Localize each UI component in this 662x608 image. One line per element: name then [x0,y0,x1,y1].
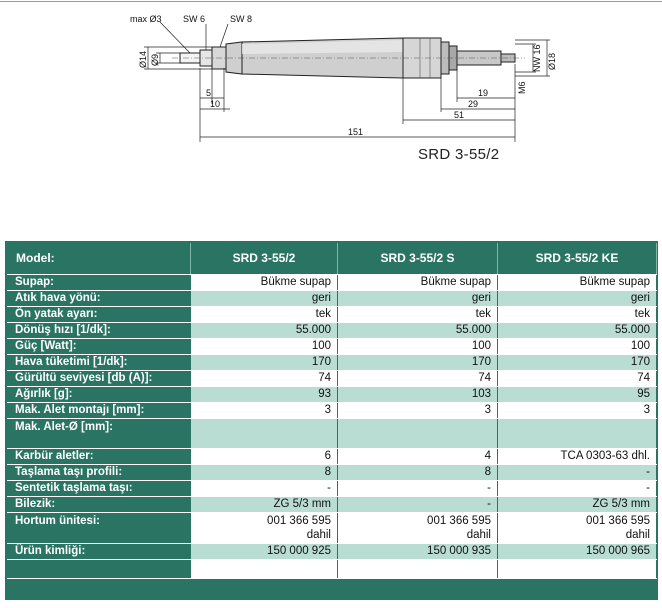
row-value: 150 000 935 [338,543,498,559]
label-m6: M6 [517,81,527,94]
row-value-line: 001 366 595 [427,514,491,527]
row-value: 103 [338,386,498,402]
table-row [8,464,657,480]
row-label: Atık hava yönü: [8,290,191,306]
header-column-2: SRD 3-55/2 S [338,243,498,274]
label-d18: Ø18 [547,52,557,70]
row-value: - [338,496,498,512]
row-value: - [498,464,657,480]
table-row [8,480,657,496]
table-row [8,322,657,338]
row-value: 4 [338,448,498,464]
row-value: 8 [338,464,498,480]
row-value: 3 [191,402,338,418]
table-row [8,559,657,578]
row-value: 55.000 [338,322,498,338]
row-value [338,418,498,448]
table-row [8,418,657,448]
table-row [8,354,657,370]
label-d14: Ø14 [138,50,148,68]
label-dim-19: 19 [478,88,489,98]
row-value [191,559,338,578]
row-value [498,559,657,578]
row-value: tek [338,306,498,322]
row-value: 55.000 [191,322,338,338]
row-value: 3 [498,402,657,418]
technical-drawing [120,6,560,144]
row-value [191,418,338,448]
label-max-d3: max Ø3 [130,14,162,24]
label-dim-5: 5 [206,88,212,98]
table-row [8,448,657,464]
table-row [8,512,657,543]
row-label: Ön yatak ayarı: [8,306,191,322]
table-row [8,386,657,402]
row-label: Ürün kimliği: [8,543,191,559]
label-sw6: SW 6 [183,14,206,24]
row-value: 170 [498,354,657,370]
row-label: Hava tüketimi [1/dk]: [8,354,191,370]
row-value-line: dahil [625,528,650,541]
row-value: 150 000 965 [498,543,657,559]
top-rule [0,1,662,2]
row-value: geri [338,290,498,306]
row-label: Sentetik taşlama taşı: [8,480,191,496]
row-value: - [498,480,657,496]
row-label: Bilezik: [8,496,191,512]
row-value: 74 [338,370,498,386]
label-sw8: SW 8 [230,14,253,24]
row-value-line: 001 366 595 [586,514,650,527]
row-label: Mak. Alet-Ø [mm]: [8,418,191,448]
row-label: Karbür aletler: [8,448,191,464]
row-label: Gürültü seviyesi [db (A)]: [8,370,191,386]
row-label: Supap: [8,274,191,290]
row-value [191,512,338,543]
row-label [8,559,191,578]
label-d9: Ø9 [150,53,160,66]
row-value: geri [498,290,657,306]
table-row [8,402,657,418]
row-value: 74 [191,370,338,386]
row-value: tek [498,306,657,322]
table-row [8,306,657,322]
table-row [8,290,657,306]
row-value: Bükme supap [338,274,498,290]
row-value [338,512,498,543]
row-value: - [191,480,338,496]
label-dim-29: 29 [468,99,479,109]
table-row [8,338,657,354]
row-value: 55.000 [498,322,657,338]
table-header-row [8,243,657,274]
row-value-line: dahil [466,528,491,541]
drawing-model-caption: SRD 3-55/2 [418,146,500,163]
spec-table-container [5,241,658,600]
spec-table [7,243,657,579]
table-body [8,274,657,578]
row-label: Taşlama taşı profili: [8,464,191,480]
row-value: 74 [498,370,657,386]
row-value: 100 [498,338,657,354]
table-row [8,496,657,512]
table-row [8,370,657,386]
row-value: 100 [338,338,498,354]
row-label: Hortum ünitesi: [8,512,191,543]
header-column-3: SRD 3-55/2 KE [498,243,657,274]
label-dim-10: 10 [210,99,221,109]
label-dim-151: 151 [348,127,364,137]
row-label: Mak. Alet montajı [mm]: [8,402,191,418]
row-value [498,418,657,448]
row-value: 3 [338,402,498,418]
row-value: 170 [338,354,498,370]
row-value-line: 001 366 595 [267,514,331,527]
header-column-1: SRD 3-55/2 [191,243,338,274]
row-value: 93 [191,386,338,402]
row-value: ZG 5/3 mm [498,496,657,512]
row-value: ZG 5/3 mm [191,496,338,512]
row-value: - [338,480,498,496]
row-value-line: dahil [306,528,331,541]
row-value [498,512,657,543]
row-value: geri [191,290,338,306]
table-row [8,543,657,559]
row-value: tek [191,306,338,322]
row-value: Bükme supap [498,274,657,290]
row-value [338,559,498,578]
row-value: Bükme supap [191,274,338,290]
label-nw16: NW 16 [532,44,542,72]
row-label: Dönüş hızı [1/dk]: [8,322,191,338]
table-row [8,274,657,290]
row-label: Güç [Watt]: [8,338,191,354]
row-value: 100 [191,338,338,354]
row-value: 8 [191,464,338,480]
row-value: 150 000 925 [191,543,338,559]
row-label: Ağırlık [g]: [8,386,191,402]
row-value: 170 [191,354,338,370]
header-model-label: Model: [8,243,191,274]
label-dim-51: 51 [454,110,465,120]
row-value: TCA 0303-63 dhl. [498,448,657,464]
row-value: 95 [498,386,657,402]
row-value: 6 [191,448,338,464]
